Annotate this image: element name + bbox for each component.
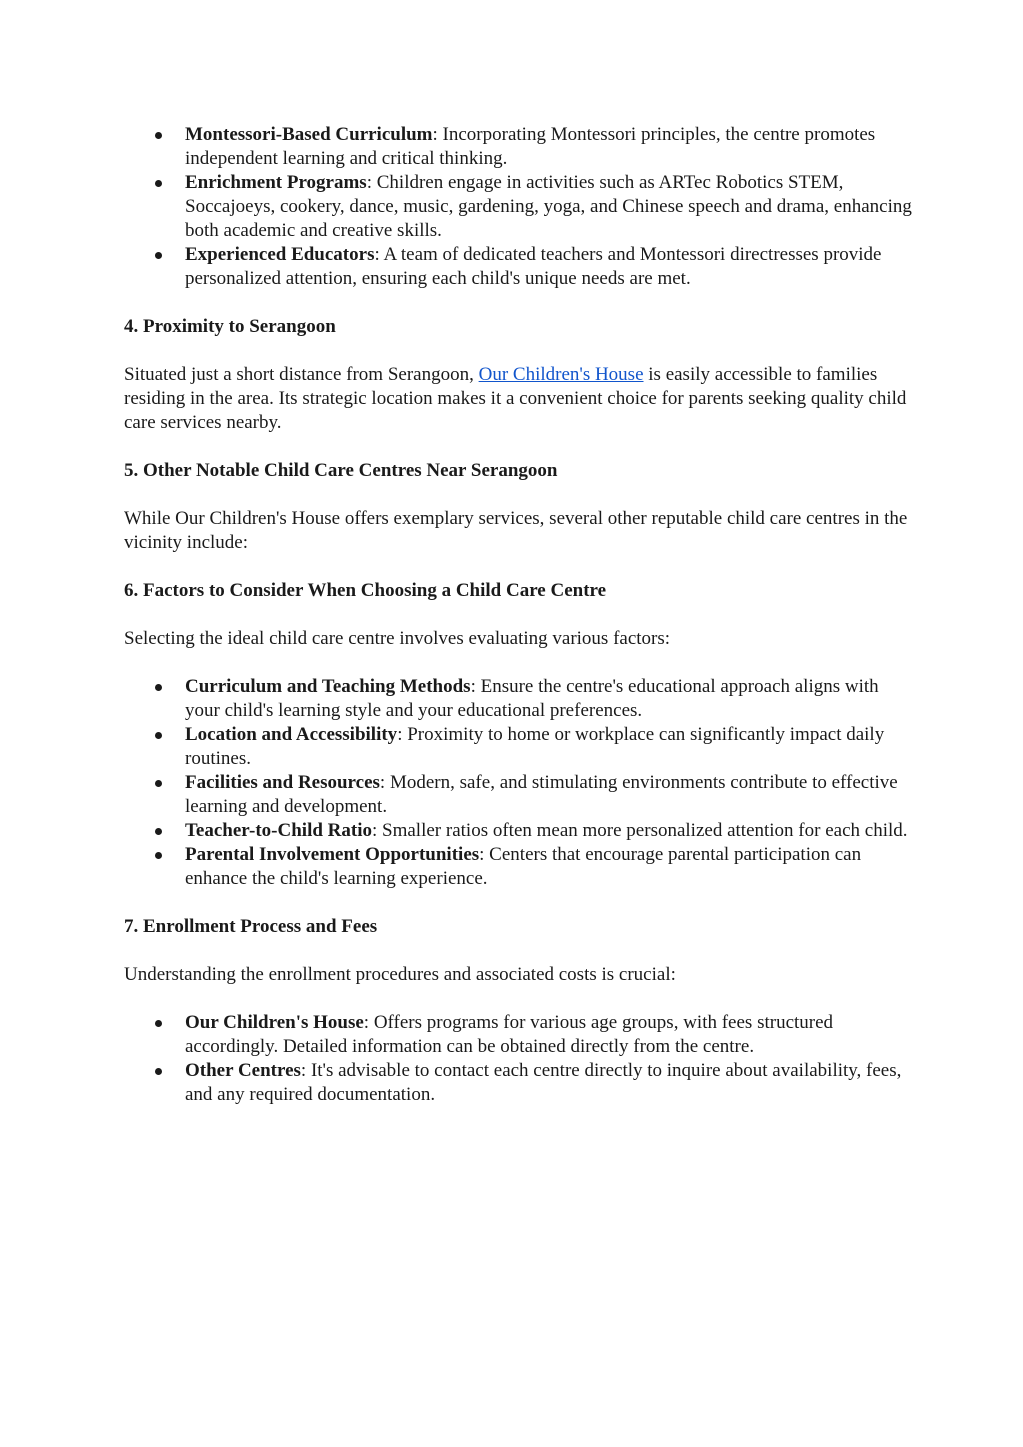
list-item-term: Other Centres [185,1060,301,1081]
list-item-term: Teacher-to-Child Ratio [185,820,372,841]
list-item-term: Facilities and Resources [185,772,380,793]
section-4-text-after: is easily accessible to families residing in the area. Its strategic location makes it a convenient choice for parents seeking quality child care services nearby. [124,364,907,433]
list-item-term: Parental Involvement Opportunities [185,844,480,865]
section-4-text-before: Situated just a short distance from Serangoon, [124,364,479,385]
list-item-text: : A team of dedicated teachers and Montessori directresses provide personalized attention, ensuring each child's unique needs are met. [185,244,882,289]
section-5-heading: 5. Other Notable Child Care Centres Near Serangoon [124,460,558,481]
bullet-icon [155,780,162,787]
list-item [124,1011,914,1059]
list-item [124,675,914,723]
list-item-term: Montessori-Based Curriculum [185,124,433,145]
bullet-icon [155,852,162,859]
section-7-paragraph: Understanding the enrollment procedures and associated costs is crucial: [124,964,676,985]
bullet-icon [155,684,162,691]
intro-feature-list [124,123,914,291]
list-item-term: Our Children's House [185,1012,364,1033]
list-item-text: : Proximity to home or workplace can significantly impact daily routines. [185,724,885,769]
list-item [124,843,914,891]
list-item-term: Curriculum and Teaching Methods [185,676,471,697]
bullet-icon [155,180,162,187]
list-item [124,171,914,243]
list-item-text: : Centers that encourage parental participation can enhance the child's learning experience. [185,844,862,889]
section-7-heading: 7. Enrollment Process and Fees [124,916,378,937]
section-6-heading: 6. Factors to Consider When Choosing a Child Care Centre [124,580,607,601]
list-item-text: : Offers programs for various age groups, with fees structured accordingly. Detailed information can be obtained directly from the centre. [185,1012,834,1057]
bullet-icon [155,1068,162,1075]
bullet-icon [155,732,162,739]
list-item-text: : Modern, safe, and stimulating environments contribute to effective learning and development. [185,772,898,817]
list-item-text: : It's advisable to contact each centre directly to inquire about availability, fees, and any required documentation. [185,1060,902,1105]
section-4-heading: 4. Proximity to Serangoon [124,316,336,337]
list-item-term: Location and Accessibility [185,724,398,745]
section-6-paragraph: Selecting the ideal child care centre involves evaluating various factors: [124,628,671,649]
list-item [124,243,914,291]
list-item-text: : Incorporating Montessori principles, the centre promotes independent learning and critical thinking. [185,124,876,169]
list-item-text: : Children engage in activities such as ARTec Robotics STEM, Soccajoeys, cookery, dance, music, gardening, yoga, and Chinese speech and drama, enhancing both academic and creative skills. [185,172,912,241]
list-item [124,1059,914,1107]
bullet-icon [155,132,162,139]
section-5-paragraph: While Our Children's House offers exemplary services, several other reputable child care centres in the vicinity include: [124,508,908,553]
list-item [124,123,914,171]
section-4-paragraph [124,363,914,435]
our-childrens-house-link[interactable]: Our Children's House [478,364,644,385]
factors-list [124,675,914,891]
list-item [124,819,914,843]
bullet-icon [155,828,162,835]
bullet-icon [155,252,162,259]
bullet-icon [155,1020,162,1027]
list-item-term: Experienced Educators [185,244,375,265]
list-item [124,771,914,819]
list-item [124,723,914,771]
enrollment-list [124,1011,914,1107]
list-item-text: : Ensure the centre's educational approach aligns with your child's learning style and your educational preferences. [185,676,879,721]
list-item-text: : Smaller ratios often mean more personalized attention for each child. [372,820,908,841]
list-item-term: Enrichment Programs [185,172,367,193]
document-page [124,123,914,1107]
